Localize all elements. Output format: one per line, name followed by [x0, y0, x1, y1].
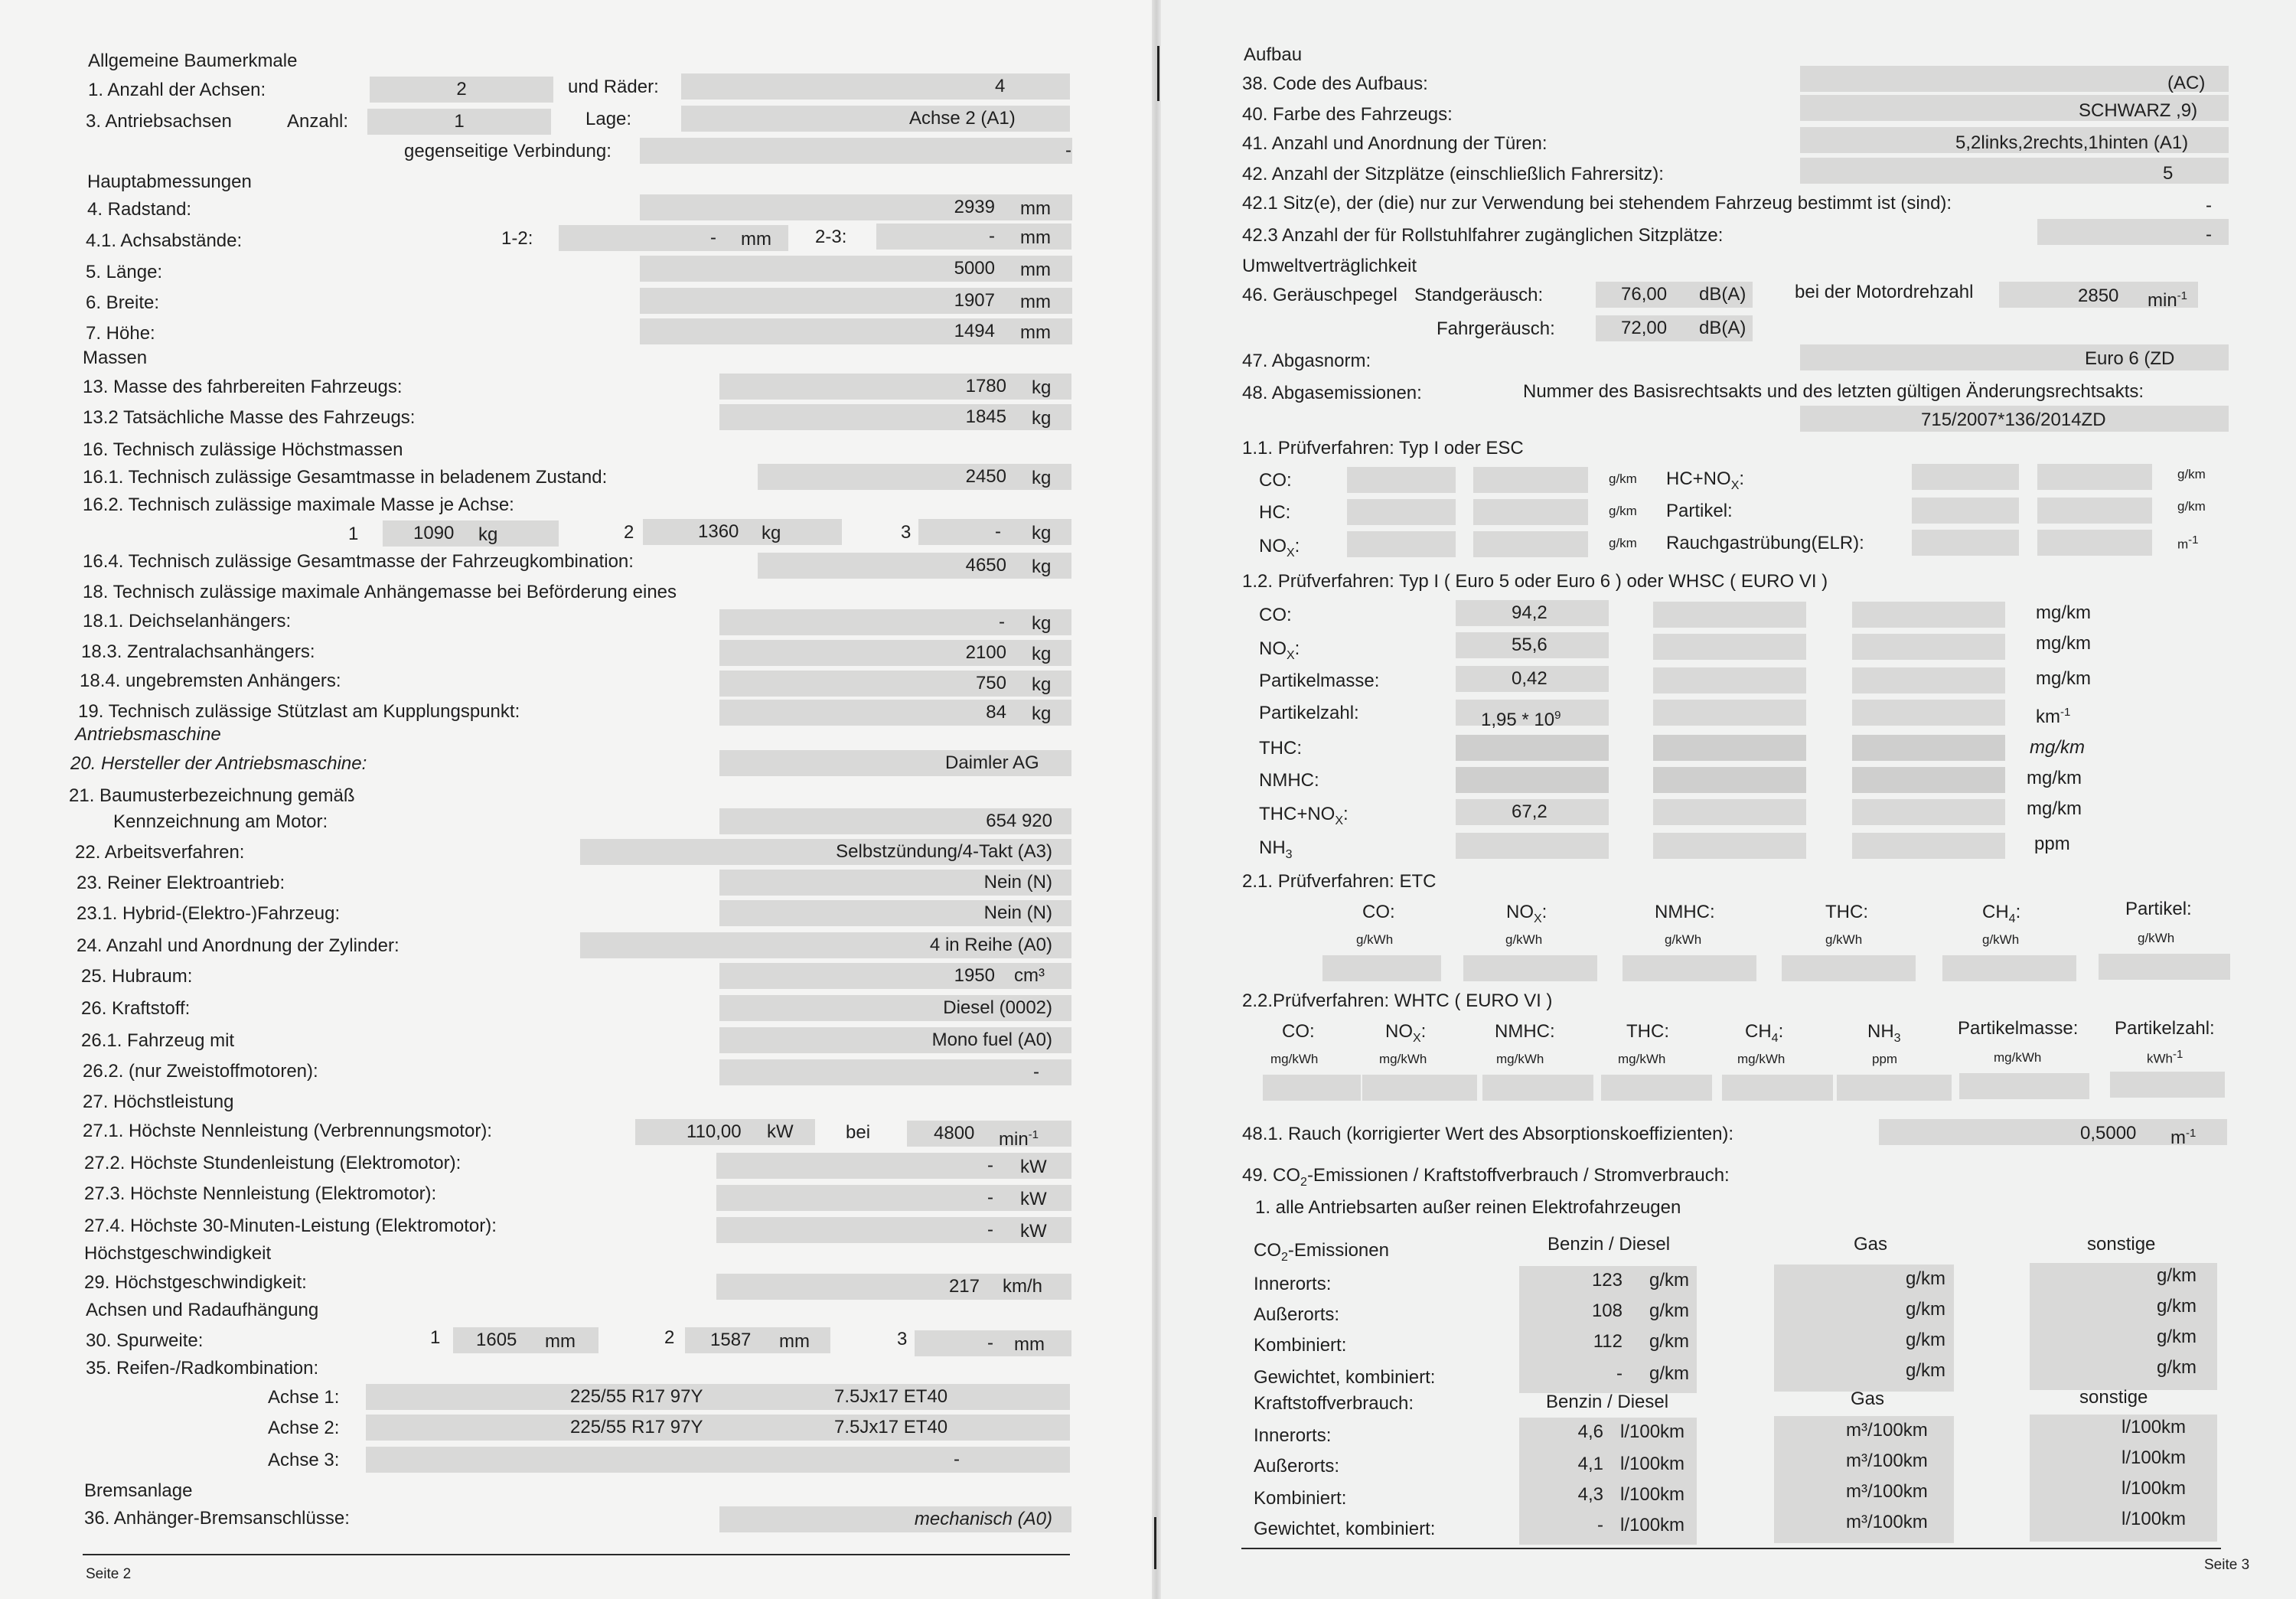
label-axle-3: Achse 3: [268, 1450, 340, 1470]
etc-col-nmhc: NMHC: [1655, 902, 1715, 922]
page-number-2: Seite 2 [86, 1566, 132, 1582]
value-rated-rpm: 4800 [934, 1123, 975, 1144]
unit-ppm: ppm [2034, 834, 2070, 854]
unit-l100km: l/100km [1620, 1421, 1685, 1442]
label-drawbar-trailer: 18.1. Deichselanhängers: [83, 611, 292, 631]
unit-mm: mm [779, 1331, 810, 1352]
value-1-2: - [710, 227, 716, 248]
etc-col-thc: THC: [1825, 902, 1868, 922]
label-gross-mass: 16.1. Technisch zulässige Gesamtmasse in beladenem Zustand: [83, 467, 608, 488]
unit-gkm: g/km [2157, 1357, 2197, 1378]
unit-gkm: g/km [1906, 1299, 1946, 1320]
whtc-unit-ch4: mg/kWh [1737, 1052, 1786, 1066]
whtc-col-thc: THC: [1626, 1021, 1669, 1042]
track-v3: - [987, 1333, 993, 1353]
label-connection: gegenseitige Verbindung: [404, 141, 612, 162]
col-gas: Gas [1854, 1234, 1888, 1255]
value-tongue-load: 84 [986, 702, 1006, 723]
label-trailer-brake: 36. Anhänger-Bremsanschlüsse: [84, 1508, 350, 1529]
value-electric-rated: - [987, 1187, 993, 1208]
section-body: Aufbau [1244, 44, 1303, 65]
value-axle2-tire: 225/55 R17 97Y [570, 1417, 703, 1437]
label-12-pm: Partikelmasse: [1259, 671, 1380, 691]
unit-mm: mm [1020, 198, 1051, 219]
label-mass-ready: 13. Masse des fahrbereiten Fahrzeugs: [83, 377, 403, 397]
value-2-3: - [989, 226, 995, 246]
label-12-thcnox: $THC+NO_X$: [1259, 804, 1349, 827]
label-trailer-mass: 18. Technisch zulässige maximale Anhängemasse bei Beförderung eines [83, 582, 677, 602]
unit-m3-100km: m³/100km [1846, 1512, 1928, 1532]
unit-gkm: g/km [1609, 536, 1637, 550]
value-12-co: 94,2 [1512, 602, 1548, 623]
unit-l100km: l/100km [1620, 1454, 1685, 1474]
row-urban: Innerorts: [1254, 1425, 1332, 1446]
value-engine-marking: 654 920 [986, 811, 1052, 831]
etc-unit-particles: g/kWh [2138, 931, 2175, 945]
label-count: Anzahl: [287, 111, 349, 132]
unit-mgkm: mg/km [2036, 602, 2091, 623]
label-axles: 1. Anzahl der Achsen: [88, 80, 266, 100]
value-drawbar-trailer: - [999, 612, 1005, 632]
label-vehicle-with: 26.1. Fahrzeug mit [81, 1030, 235, 1051]
section-environment: Umweltverträglichkeit [1242, 256, 1417, 276]
unit-mm: mm [1020, 322, 1051, 343]
label-noise: 46. Geräuschpegel [1242, 285, 1397, 305]
whtc-col-nmhc: NMHC: [1495, 1021, 1555, 1042]
unit-gkm: g/km [2177, 467, 2206, 481]
fuel-benzin-weighted: - [1597, 1515, 1603, 1535]
axle-mass-v2: 1360 [698, 521, 739, 542]
value-mass-actual: 1845 [965, 406, 1006, 427]
fuel-benzin-extra: 4,1 [1577, 1454, 1603, 1474]
value-driving-noise: 72,00 [1621, 318, 1668, 338]
value-mass-ready: 1780 [965, 376, 1006, 396]
value-color: SCHWARZ ,9) [2079, 100, 2198, 121]
unit-mgkm: mg/km [2036, 668, 2091, 689]
value-working-process: Selbstzündung/4-Takt (A3) [836, 841, 1052, 862]
section-test-12: 1.2. Prüfverfahren: Typ I ( Euro 5 oder Euro 6 ) oder WHSC ( EURO VI ) [1242, 571, 1828, 592]
header-co2: $CO_2$-Emissionen [1254, 1240, 1389, 1264]
label-11-particles: Partikel: [1666, 501, 1733, 521]
etc-col-co: CO: [1362, 902, 1395, 922]
label-axle-distances: 4.1. Achsabstände: [86, 230, 243, 251]
unit-kg: kg [1032, 468, 1052, 488]
col-benzin-diesel: Benzin / Diesel [1546, 1392, 1669, 1412]
label-displacement: 25. Hubraum: [81, 966, 193, 987]
label-emission-standard: 47. Abgasnorm: [1242, 351, 1371, 371]
co2-benzin-combined: 112 [1593, 1331, 1623, 1352]
whtc-unit-pn: kWh$^{-1}$ [2147, 1048, 2183, 1066]
whtc-unit-thc: mg/kWh [1618, 1052, 1666, 1066]
label-12-nh3: $NH_3$ [1259, 837, 1293, 861]
value-30min-power: - [987, 1219, 993, 1240]
label-position: Lage: [585, 109, 632, 129]
unit-gkm: g/km [2157, 1265, 2197, 1286]
label-bifuel: 26.2. (nur Zweistoffmotoren): [83, 1061, 318, 1082]
value-hour-power: - [987, 1155, 993, 1176]
value-wheels: 4 [995, 76, 1006, 96]
axle-mass-v3: - [995, 521, 1001, 542]
etc-unit-co: g/kWh [1356, 932, 1394, 947]
unit-kw: kW [767, 1121, 794, 1142]
value-axles: 2 [456, 79, 467, 100]
value-rated-power: 110,00 [687, 1121, 742, 1142]
label-all-drive-types: 1. alle Antriebsarten außer reinen Elektrofahrzeugen [1255, 1197, 1681, 1218]
unit-kg: kg [1032, 613, 1052, 634]
value-axle3: - [954, 1449, 960, 1470]
label-top-speed: 29. Höchstgeschwindigkeit: [84, 1272, 307, 1293]
unit-mgkm: mg/km [2027, 798, 2082, 819]
unit-gkm: g/km [1609, 504, 1637, 518]
section-general: Allgemeine Baumerkmale [88, 51, 298, 71]
label-11-nox: $NO_X$: [1259, 536, 1300, 560]
label-12-pn: Partikelzahl: [1259, 703, 1359, 723]
unit-gkm: g/km [1906, 1330, 1946, 1350]
value-bifuel: - [1033, 1062, 1039, 1082]
value-emission-standard: Euro 6 (ZD [2085, 348, 2175, 369]
label-wheels: und Räder: [568, 77, 659, 97]
unit-l100km: l/100km [2122, 1417, 2187, 1437]
label-center-axle-trailer: 18.3. Zentralachsanhängers: [81, 641, 315, 662]
unit-kg: kg [1032, 644, 1052, 664]
etc-unit-nox: g/kWh [1505, 932, 1543, 947]
label-at: bei [846, 1122, 871, 1143]
value-stationary-noise: 76,00 [1621, 284, 1668, 305]
unit-l100km: l/100km [1620, 1515, 1685, 1535]
unit-kg: kg [1032, 674, 1052, 695]
value-doors: 5,2links,2rechts,1hinten (A1) [1955, 132, 2189, 153]
label-axle-1: Achse 1: [268, 1387, 340, 1408]
label-max-masses: 16. Technisch zulässige Höchstmassen [83, 439, 403, 460]
value-fuel: Diesel (0002) [943, 997, 1052, 1018]
label-width: 6. Breite: [86, 292, 160, 313]
value-length: 5000 [954, 258, 995, 279]
label-wheelbase: 4. Radstand: [87, 199, 192, 220]
unit-gkm: g/km [1649, 1300, 1690, 1321]
unit-kw: kW [1020, 1189, 1047, 1209]
value-hybrid: Nein (N) [983, 902, 1052, 923]
unit-l100km: l/100km [1620, 1484, 1685, 1505]
value-axle2-rim: 7.5Jx17 ET40 [834, 1417, 948, 1437]
unit-l100km: l/100km [2122, 1478, 2187, 1499]
value-center-axle-trailer: 2100 [965, 642, 1006, 663]
row-combined: Kombiniert: [1254, 1335, 1347, 1356]
label-11-smoke: Rauchgastrübung(ELR): [1666, 533, 1864, 553]
co2-benzin-extra: 108 [1591, 1300, 1623, 1321]
whtc-col-nox: $NO_X$: [1385, 1021, 1427, 1045]
unit-mm: mm [545, 1331, 576, 1352]
unit-m3-100km: m³/100km [1846, 1420, 1928, 1441]
label-axle-mass: 16.2. Technisch zulässige maximale Masse je Achse: [83, 494, 514, 515]
value-12-pm: 0,42 [1512, 668, 1548, 689]
header-fuel-consumption: Kraftstoffverbrauch: [1254, 1393, 1414, 1414]
whtc-col-pm: Partikelmasse: [1958, 1018, 2079, 1039]
unit-gkm: g/km [1609, 472, 1637, 486]
unit-gkm: g/km [2157, 1327, 2197, 1347]
section-test-21: 2.1. Prüfverfahren: ETC [1242, 871, 1437, 892]
axle-mass-n3: 3 [901, 522, 912, 543]
unit-gkm: g/km [1906, 1268, 1946, 1289]
axle-mass-v1: 1090 [413, 523, 455, 543]
fuel-benzin-urban: 4,6 [1577, 1421, 1603, 1442]
etc-col-particles: Partikel: [2125, 899, 2192, 919]
axle-mass-n2: 2 [624, 522, 634, 543]
label-engine-marking: Kennzeichnung am Motor: [113, 811, 328, 832]
whtc-col-pn: Partikelzahl: [2115, 1018, 2215, 1039]
label-working-process: 22. Arbeitsverfahren: [75, 842, 245, 863]
unit-min: $\min^{-1}$ [2148, 289, 2188, 311]
section-top-speed: Höchstgeschwindigkeit [84, 1243, 272, 1264]
unit-kw: kW [1020, 1157, 1047, 1177]
unit-l100km: l/100km [2122, 1509, 2187, 1529]
value-position: Achse 2 (A1) [909, 108, 1016, 129]
label-combination-mass: 16.4. Technisch zulässige Gesamtmasse der Fahrzeugkombination: [83, 551, 634, 572]
label-rated-power: 27.1. Höchste Nennleistung (Verbrennungsmotor): [83, 1121, 492, 1141]
whtc-unit-co: mg/kWh [1270, 1052, 1319, 1066]
unit-gkm: g/km [1906, 1360, 1946, 1381]
whtc-col-co: CO: [1282, 1021, 1315, 1042]
label-mass-actual: 13.2 Tatsächliche Masse des Fahrzeugs: [83, 407, 416, 428]
value-12-thcnox: 67,2 [1512, 801, 1548, 822]
label-body-code: 38. Code des Aufbaus: [1242, 73, 1428, 94]
section-test-22: 2.2.Prüfverfahren: WHTC ( EURO VI ) [1242, 990, 1553, 1011]
label-12-nmhc: NMHC: [1259, 770, 1319, 791]
unit-m-1: $m^{-1}$ [2170, 1127, 2197, 1148]
label-30min-power: 27.4. Höchste 30-Minuten-Leistung (Elektromotor): [84, 1216, 497, 1236]
unit-m3-100km: m³/100km [1846, 1481, 1928, 1502]
col-other: sonstige [2079, 1387, 2148, 1408]
value-engine-maker: Daimler AG [945, 752, 1039, 773]
unit-cm3: cm³ [1014, 965, 1045, 986]
label-exhaust-emissions: 48. Abgasemissionen: [1242, 383, 1422, 403]
label-model-designation: 21. Baumusterbezeichnung gemäß [69, 785, 355, 806]
label-tongue-load: 19. Technisch zulässige Stützlast am Kupplungspunkt: [78, 701, 520, 722]
value-stationary-seats: - [2206, 195, 2212, 216]
label-pure-electric: 23. Reiner Elektroantrieb: [77, 873, 285, 893]
row-weighted: Gewichtet, kombiniert: [1254, 1367, 1436, 1388]
track-n2: 2 [664, 1327, 675, 1348]
label-axle-2: Achse 2: [268, 1418, 340, 1438]
value-trailer-brake: mechanisch (A0) [914, 1509, 1052, 1529]
unit-mm: mm [1014, 1334, 1045, 1355]
unit-kg: kg [1032, 556, 1052, 577]
value-wheelchair-seats: - [2206, 224, 2212, 245]
col-benzin-diesel: Benzin / Diesel [1548, 1234, 1671, 1255]
section-axles-suspension: Achsen und Radaufhängung [86, 1300, 319, 1320]
value-axle1-rim: 7.5Jx17 ET40 [834, 1386, 948, 1407]
track-v2: 1587 [710, 1330, 752, 1350]
unit-mm: mm [1020, 227, 1051, 248]
label-11-hcnox: $HC+NO_X$: [1666, 468, 1745, 492]
label-stationary-noise: Standgeräusch: [1414, 285, 1544, 305]
unit-min: $\min^{-1}$ [999, 1128, 1039, 1150]
whtc-unit-pm: mg/kWh [1994, 1050, 2042, 1065]
label-doors: 41. Anzahl und Anordnung der Türen: [1242, 133, 1548, 154]
label-stationary-seats: 42.1 Sitz(e), der (die) nur zur Verwendung bei stehendem Fahrzeug bestimmt ist (sind): [1242, 193, 1952, 214]
label-2-3: 2-3: [815, 227, 847, 247]
label-unbraked-trailer: 18.4. ungebremsten Anhängers: [80, 671, 341, 691]
unit-kg: kg [762, 523, 781, 543]
label-length: 5. Länge: [86, 262, 163, 282]
label-11-hc: HC: [1259, 502, 1291, 523]
value-seats: 5 [2163, 163, 2174, 184]
unit-mm: mm [741, 229, 771, 250]
label-11-co: CO: [1259, 470, 1292, 491]
row-combined: Kombiniert: [1254, 1488, 1347, 1509]
unit-l100km: l/100km [2122, 1447, 2187, 1468]
value-pure-electric: Nein (N) [983, 872, 1052, 893]
row-urban: Innerorts: [1254, 1274, 1332, 1294]
value-body-code: (AC) [2167, 73, 2206, 93]
value-axle1-tire: 225/55 R17 97Y [570, 1386, 703, 1407]
unit-kg: kg [478, 524, 498, 545]
col-other: sonstige [2087, 1234, 2156, 1255]
row-extra-urban: Außerorts: [1254, 1304, 1340, 1325]
label-electric-rated: 27.3. Höchste Nennleistung (Elektromotor): [84, 1183, 437, 1204]
section-masses: Massen [83, 348, 148, 368]
value-drive-count: 1 [454, 111, 465, 132]
whtc-unit-nox: mg/kWh [1379, 1052, 1427, 1066]
fuel-benzin-combined: 4,3 [1577, 1484, 1603, 1505]
label-track-width: 30. Spurweite: [86, 1330, 204, 1351]
unit-gkm: g/km [1649, 1363, 1690, 1384]
label-max-power: 27. Höchstleistung [83, 1092, 234, 1112]
label-color: 40. Farbe des Fahrzeugs: [1242, 104, 1453, 125]
label-seats: 42. Anzahl der Sitzplätze (einschließlich Fahrersitz): [1242, 164, 1664, 184]
unit-kg: kg [1032, 523, 1052, 543]
section-brakes: Bremsanlage [84, 1480, 193, 1501]
track-n3: 3 [897, 1329, 908, 1349]
label-fuel: 26. Kraftstoff: [81, 998, 191, 1019]
value-legal-act: 715/2007*136/2014ZD [1921, 410, 2106, 430]
unit-gkm: g/km [2177, 499, 2206, 514]
value-gross-mass: 2450 [965, 466, 1006, 487]
unit-gkm: g/km [2157, 1296, 2197, 1317]
col-gas: Gas [1851, 1389, 1885, 1409]
label-co2-emissions: 49. $CO_2$-Emissionen / Kraftstoffverbrauch / Stromverbrauch: [1242, 1165, 1730, 1189]
label-hour-power: 27.2. Höchste Stundenleistung (Elektromotor): [84, 1153, 461, 1173]
label-12-co: CO: [1259, 605, 1292, 625]
etc-col-ch4: $CH_4$: [1982, 902, 2021, 925]
label-wheelchair-seats: 42.3 Anzahl der für Rollstuhlfahrer zugänglichen Sitzplätze: [1242, 225, 1724, 246]
unit-kw: kW [1020, 1221, 1047, 1242]
label-12-nox: $NO_X$: [1259, 638, 1300, 662]
value-unbraked-trailer: 750 [975, 673, 1006, 693]
unit-mm: mm [1020, 292, 1051, 312]
value-cylinders: 4 in Reihe (A0) [929, 935, 1052, 955]
etc-unit-nmhc: g/kWh [1665, 932, 1702, 947]
section-engine: Antriebsmaschine [75, 724, 221, 745]
etc-unit-thc: g/kWh [1825, 932, 1863, 947]
unit-mgkm: mg/km [2027, 768, 2082, 788]
co2-benzin-weighted: - [1616, 1363, 1623, 1384]
unit-m-1: $m^{-1}$ [2177, 534, 2199, 552]
axle-mass-n1: 1 [348, 524, 359, 544]
value-wheelbase: 2939 [954, 197, 995, 217]
unit-km-1: $km^{-1}$ [2036, 706, 2071, 727]
unit-dba: dB(A) [1699, 318, 1746, 338]
unit-mgkm: mg/km [2030, 737, 2085, 758]
unit-gkm: g/km [1649, 1331, 1690, 1352]
label-tire-combination: 35. Reifen-/Radkombination: [86, 1358, 319, 1379]
value-vehicle-with: Mono fuel (A0) [931, 1030, 1052, 1050]
label-drive-axles: 3. Antriebsachsen [86, 111, 232, 132]
label-1-2: 1-2: [501, 228, 533, 249]
unit-dba: dB(A) [1699, 284, 1746, 305]
value-combination-mass: 4650 [965, 555, 1006, 576]
label-hybrid: 23.1. Hybrid-(Elektro-)Fahrzeug: [77, 903, 341, 924]
label-at-rpm: bei der Motordrehzahl [1795, 282, 1974, 302]
unit-kmh: km/h [1003, 1276, 1043, 1297]
etc-unit-ch4: g/kWh [1982, 932, 2020, 947]
value-12-nox: 55,6 [1512, 635, 1548, 655]
whtc-unit-nmhc: mg/kWh [1496, 1052, 1544, 1066]
page-fold [1152, 0, 1161, 1599]
co2-benzin-urban: 123 [1591, 1270, 1623, 1291]
page-number-3: Seite 3 [2204, 1557, 2250, 1573]
label-12-thc: THC: [1259, 738, 1302, 759]
value-width: 1907 [954, 290, 995, 311]
row-extra-urban: Außerorts: [1254, 1456, 1340, 1477]
unit-mgkm: mg/km [2036, 633, 2091, 654]
etc-col-nox: $NO_X$: [1506, 902, 1548, 925]
text-legal-act: Nummer des Basisrechtsakts und des letzten gültigen Änderungsrechtsakts: [1523, 381, 2144, 402]
label-cylinders: 24. Anzahl und Anordnung der Zylinder: [77, 935, 400, 956]
whtc-unit-nh3: ppm [1872, 1052, 1898, 1066]
value-height: 1494 [954, 321, 995, 341]
section-test-11: 1.1. Prüfverfahren: Typ I oder ESC [1242, 438, 1524, 458]
unit-mm: mm [1020, 259, 1051, 280]
section-dimensions: Hauptabmessungen [87, 171, 252, 192]
value-12-pn: $1,95 * 10^9$ [1481, 709, 1561, 730]
label-height: 7. Höhe: [86, 323, 155, 344]
label-engine-maker: 20. Hersteller der Antriebsmaschine: [70, 753, 367, 774]
label-smoke: 48.1. Rauch (korrigierter Wert des Absorptionskoeffizienten): [1242, 1124, 1734, 1144]
unit-kg: kg [1032, 703, 1052, 724]
whtc-col-ch4: $CH_4$: [1745, 1021, 1784, 1045]
value-displacement: 1950 [954, 965, 995, 986]
value-top-speed: 217 [948, 1276, 980, 1297]
unit-kg: kg [1032, 408, 1052, 429]
unit-kg: kg [1032, 377, 1052, 398]
row-weighted: Gewichtet, kombiniert: [1254, 1519, 1436, 1539]
value-noise-rpm: 2850 [2078, 286, 2119, 306]
track-n1: 1 [430, 1327, 441, 1348]
label-driving-noise: Fahrgeräusch: [1437, 318, 1555, 339]
value-connection: - [1065, 140, 1071, 161]
value-smoke: 0,5000 [2080, 1123, 2137, 1144]
track-v1: 1605 [476, 1330, 517, 1350]
whtc-col-nh3: $NH_3$ [1867, 1021, 1901, 1045]
unit-gkm: g/km [1649, 1270, 1690, 1291]
unit-m3-100km: m³/100km [1846, 1451, 1928, 1471]
